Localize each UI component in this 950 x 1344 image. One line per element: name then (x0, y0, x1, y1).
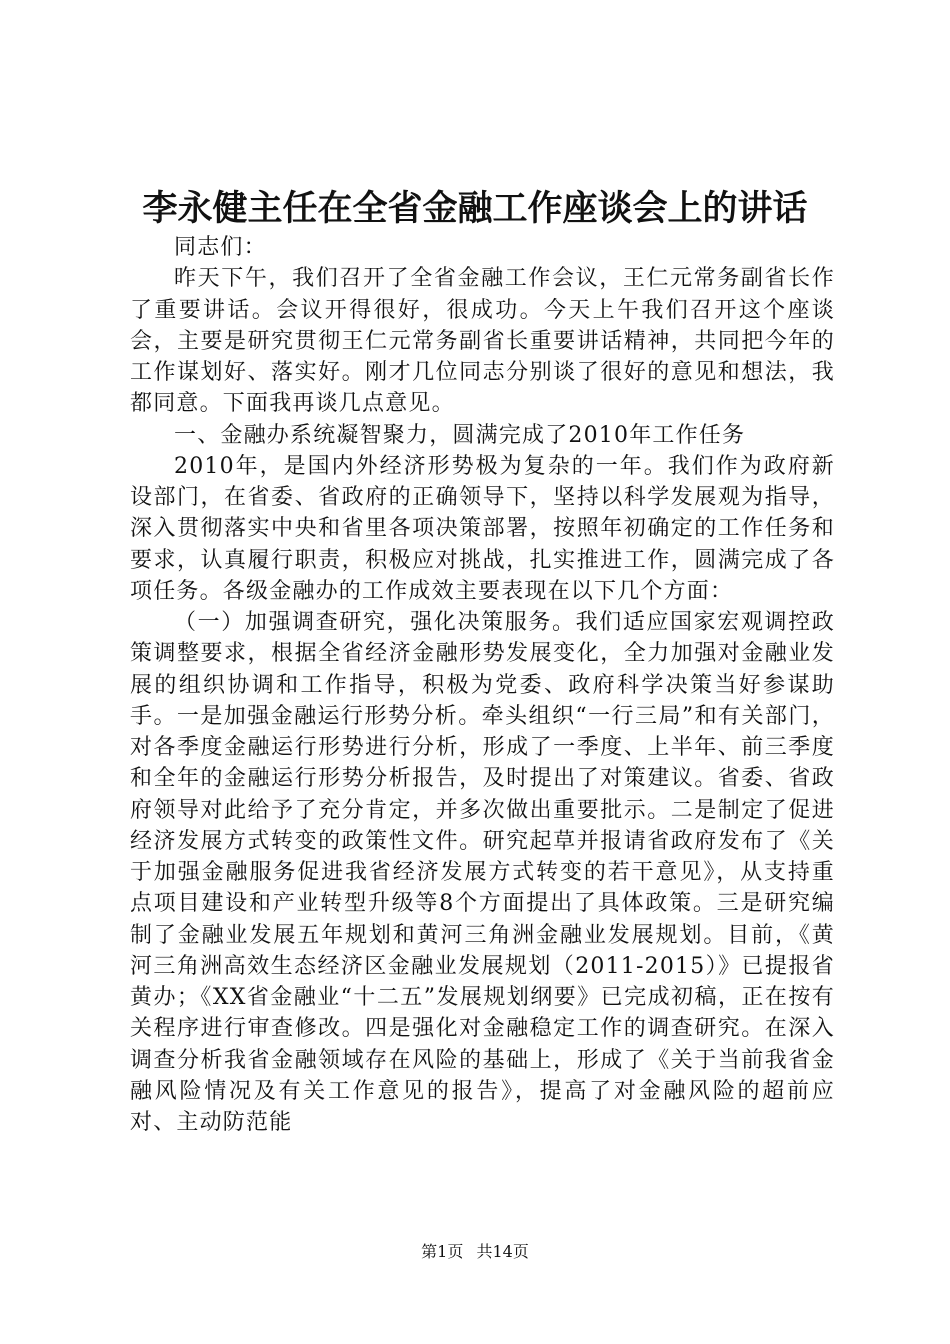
page-total: 共14页 (476, 1242, 529, 1261)
section-heading: 一、金融办系统凝智聚力，圆满完成了2010年工作任务 (174, 422, 746, 448)
body-paragraph: （一）加强调查研究，强化决策服务。我们适应国家宏观调控政策调整要求，根据全省经济金融形势发展变化，全力加强对金融业发展的组织协调和工作指导，积极为党委、政府科学决策当好参谋助手。一是加强金融运行形势分析。牵头组织“一行三局”和有关部门，对各季度金融运行形势进行分析，形成了一季度、上半年、前三季度和全年的金融运行形势分析报告，及时提出了对策建议。省委、省政府领导对此给予了充分肯定，并多次做出重要批示。二是制定了促进经济发展方式转变的政策性文件。研究起草并报请省政府发布了《关于加强金融服务促进我省经济发展方式转变的若干意见》，从支持重点项目建设和产业转型升级等8个方面提出了具体政策。三是研究编制了金融业发展五年规划和黄河三角洲金融业发展规划。目前，《黄河三角洲高效生态经济区金融业发展规划（2011-2015）》已提报省黄办；《XX省金融业“十二五”发展规划纲要》已完成初稿，正在按有关程序进行审查修改。四是强化对金融稳定工作的调查研究。在深入调查分析我省金融领域存在风险的基础上，形成了《关于当前我省金融风险情况及有关工作意见的报告》，提高了对金融风险的超前应对、主动防范能 (130, 610, 835, 1135)
salutation-paragraph: 同志们： (174, 235, 267, 260)
body-paragraph: 2010年，是国内外经济形势极为复杂的一年。我们作为政府新设部门，在省委、省政府的正确领导下，坚持以科学发展观为指导，深入贯彻落实中央和省里各项决策部署，按照年初确定的工作任务和要求，认真履行职责，积极应对挑战，扎实推进工作，圆满完成了各项任务。各级金融办的工作成效主要表现在以下几个方面： (130, 453, 835, 604)
document-body (130, 232, 835, 1138)
page-number: 第1页 (421, 1242, 464, 1261)
body-paragraph: 昨天下午，我们召开了全省金融工作会议，王仁元常务副省长作了重要讲话。会议开得很好，很成功。今天上午我们召开这个座谈会，主要是研究贯彻王仁元常务副省长重要讲话精神，共同把今年的工作谋划好、落实好。刚才几位同志分别谈了很好的意见和想法，我都同意。下面我再谈几点意见。 (130, 266, 835, 417)
page-footer (0, 1240, 950, 1264)
document-title: 李永健主任在全省金融工作座谈会上的讲话 (142, 189, 808, 229)
